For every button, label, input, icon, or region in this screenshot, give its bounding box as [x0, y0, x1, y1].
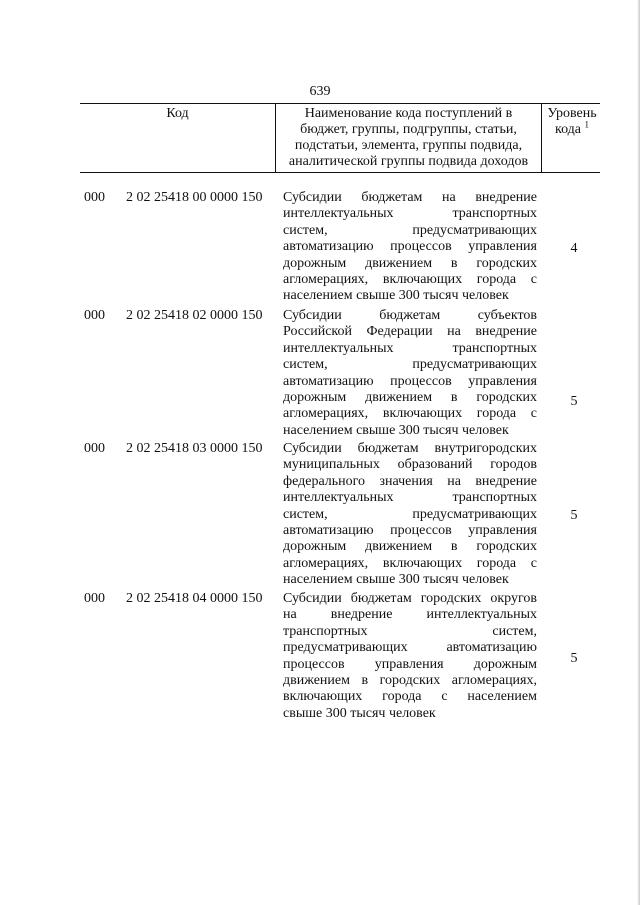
row-level: 5	[570, 508, 578, 523]
description-line: систем, предусматривающих	[283, 357, 537, 373]
description-line: систем, предусматривающих	[283, 222, 537, 238]
description-line: населением свыше 300 тысяч человек	[283, 288, 509, 304]
column-header-name-line: Наименование кода поступлений в	[304, 106, 513, 121]
description-line: муниципальных образований городов	[283, 457, 537, 473]
column-header-level	[542, 106, 602, 138]
column-header-name-line: бюджет, группы, подгруппы, статьи,	[300, 122, 517, 137]
description-line: интеллектуальных транспортных	[283, 340, 537, 356]
row-description	[283, 190, 537, 305]
row-code: 2 02 25418 00 0000 150	[126, 190, 263, 205]
row-level: 4	[570, 241, 578, 256]
column-header-level-line	[542, 119, 602, 138]
row-level: 5	[570, 394, 578, 409]
description-line: дорожным движением в городских	[283, 390, 537, 406]
row-prefix: 000	[84, 591, 105, 606]
description-line: Субсидии бюджетам субъектов	[283, 308, 537, 323]
description-line: Российской Федерации на внедрение	[283, 324, 537, 340]
description-line: свыше 300 тысяч человек	[283, 705, 436, 721]
row-prefix: 000	[84, 190, 105, 205]
column-header-name	[276, 106, 541, 170]
description-line: Субсидии бюджетам на внедрение	[283, 190, 537, 205]
description-line: интеллектуальных транспортных	[283, 206, 537, 222]
description-line: систем, предусматривающих	[283, 506, 537, 522]
row-description	[283, 441, 537, 589]
description-line: дорожным движением в городских	[283, 539, 537, 555]
row-level: 5	[570, 651, 578, 666]
description-line: населением свыше 300 тысяч человек	[283, 422, 509, 438]
column-header-name-line: подстатьи, элемента, группы подвида,	[294, 138, 523, 153]
column-header-name-line: аналитической группы подвида доходов	[288, 154, 529, 169]
description-line: Субсидии бюджетам городских округов	[283, 591, 537, 606]
row-description	[283, 308, 537, 439]
row-code: 2 02 25418 02 0000 150	[126, 308, 263, 323]
description-line: транспортных систем,	[283, 623, 537, 639]
row-prefix: 000	[84, 308, 105, 323]
column-header-level-line: Уровень	[547, 106, 597, 121]
footnote-marker: 1	[584, 119, 590, 130]
description-line: интеллектуальных транспортных	[283, 490, 537, 506]
description-line: на внедрение интеллектуальных	[283, 607, 537, 623]
description-line: автоматизацию процессов управления	[283, 239, 537, 255]
column-header-level-word: кода	[554, 122, 582, 137]
description-line: агломерациях, включающих города с	[283, 406, 537, 422]
description-line: Субсидии бюджетам внутригородских	[283, 441, 537, 456]
description-line: процессов управления дорожным	[283, 656, 537, 672]
description-line: дорожным движением в городских	[283, 255, 537, 271]
column-header-code: Код	[166, 106, 189, 121]
row-description	[283, 591, 537, 722]
row-code: 2 02 25418 04 0000 150	[126, 591, 263, 606]
description-line: включающих города с населением	[283, 689, 537, 705]
description-line: движением в городских агломерациях,	[283, 673, 537, 689]
description-line: предусматривающих автоматизацию	[283, 640, 537, 656]
table-top-border	[80, 103, 600, 104]
page-number: 639	[309, 84, 331, 99]
description-line: федерального значения на внедрение	[283, 473, 537, 489]
description-line: автоматизацию процессов управления	[283, 373, 537, 389]
table-header-bottom-border	[80, 172, 600, 173]
description-line: населением свыше 300 тысяч человек	[283, 572, 509, 588]
row-code: 2 02 25418 03 0000 150	[126, 441, 263, 456]
description-line: агломерациях, включающих города с	[283, 555, 537, 571]
description-line: автоматизацию процессов управления	[283, 523, 537, 539]
description-line: агломерациях, включающих города с	[283, 272, 537, 288]
row-prefix: 000	[84, 441, 105, 456]
